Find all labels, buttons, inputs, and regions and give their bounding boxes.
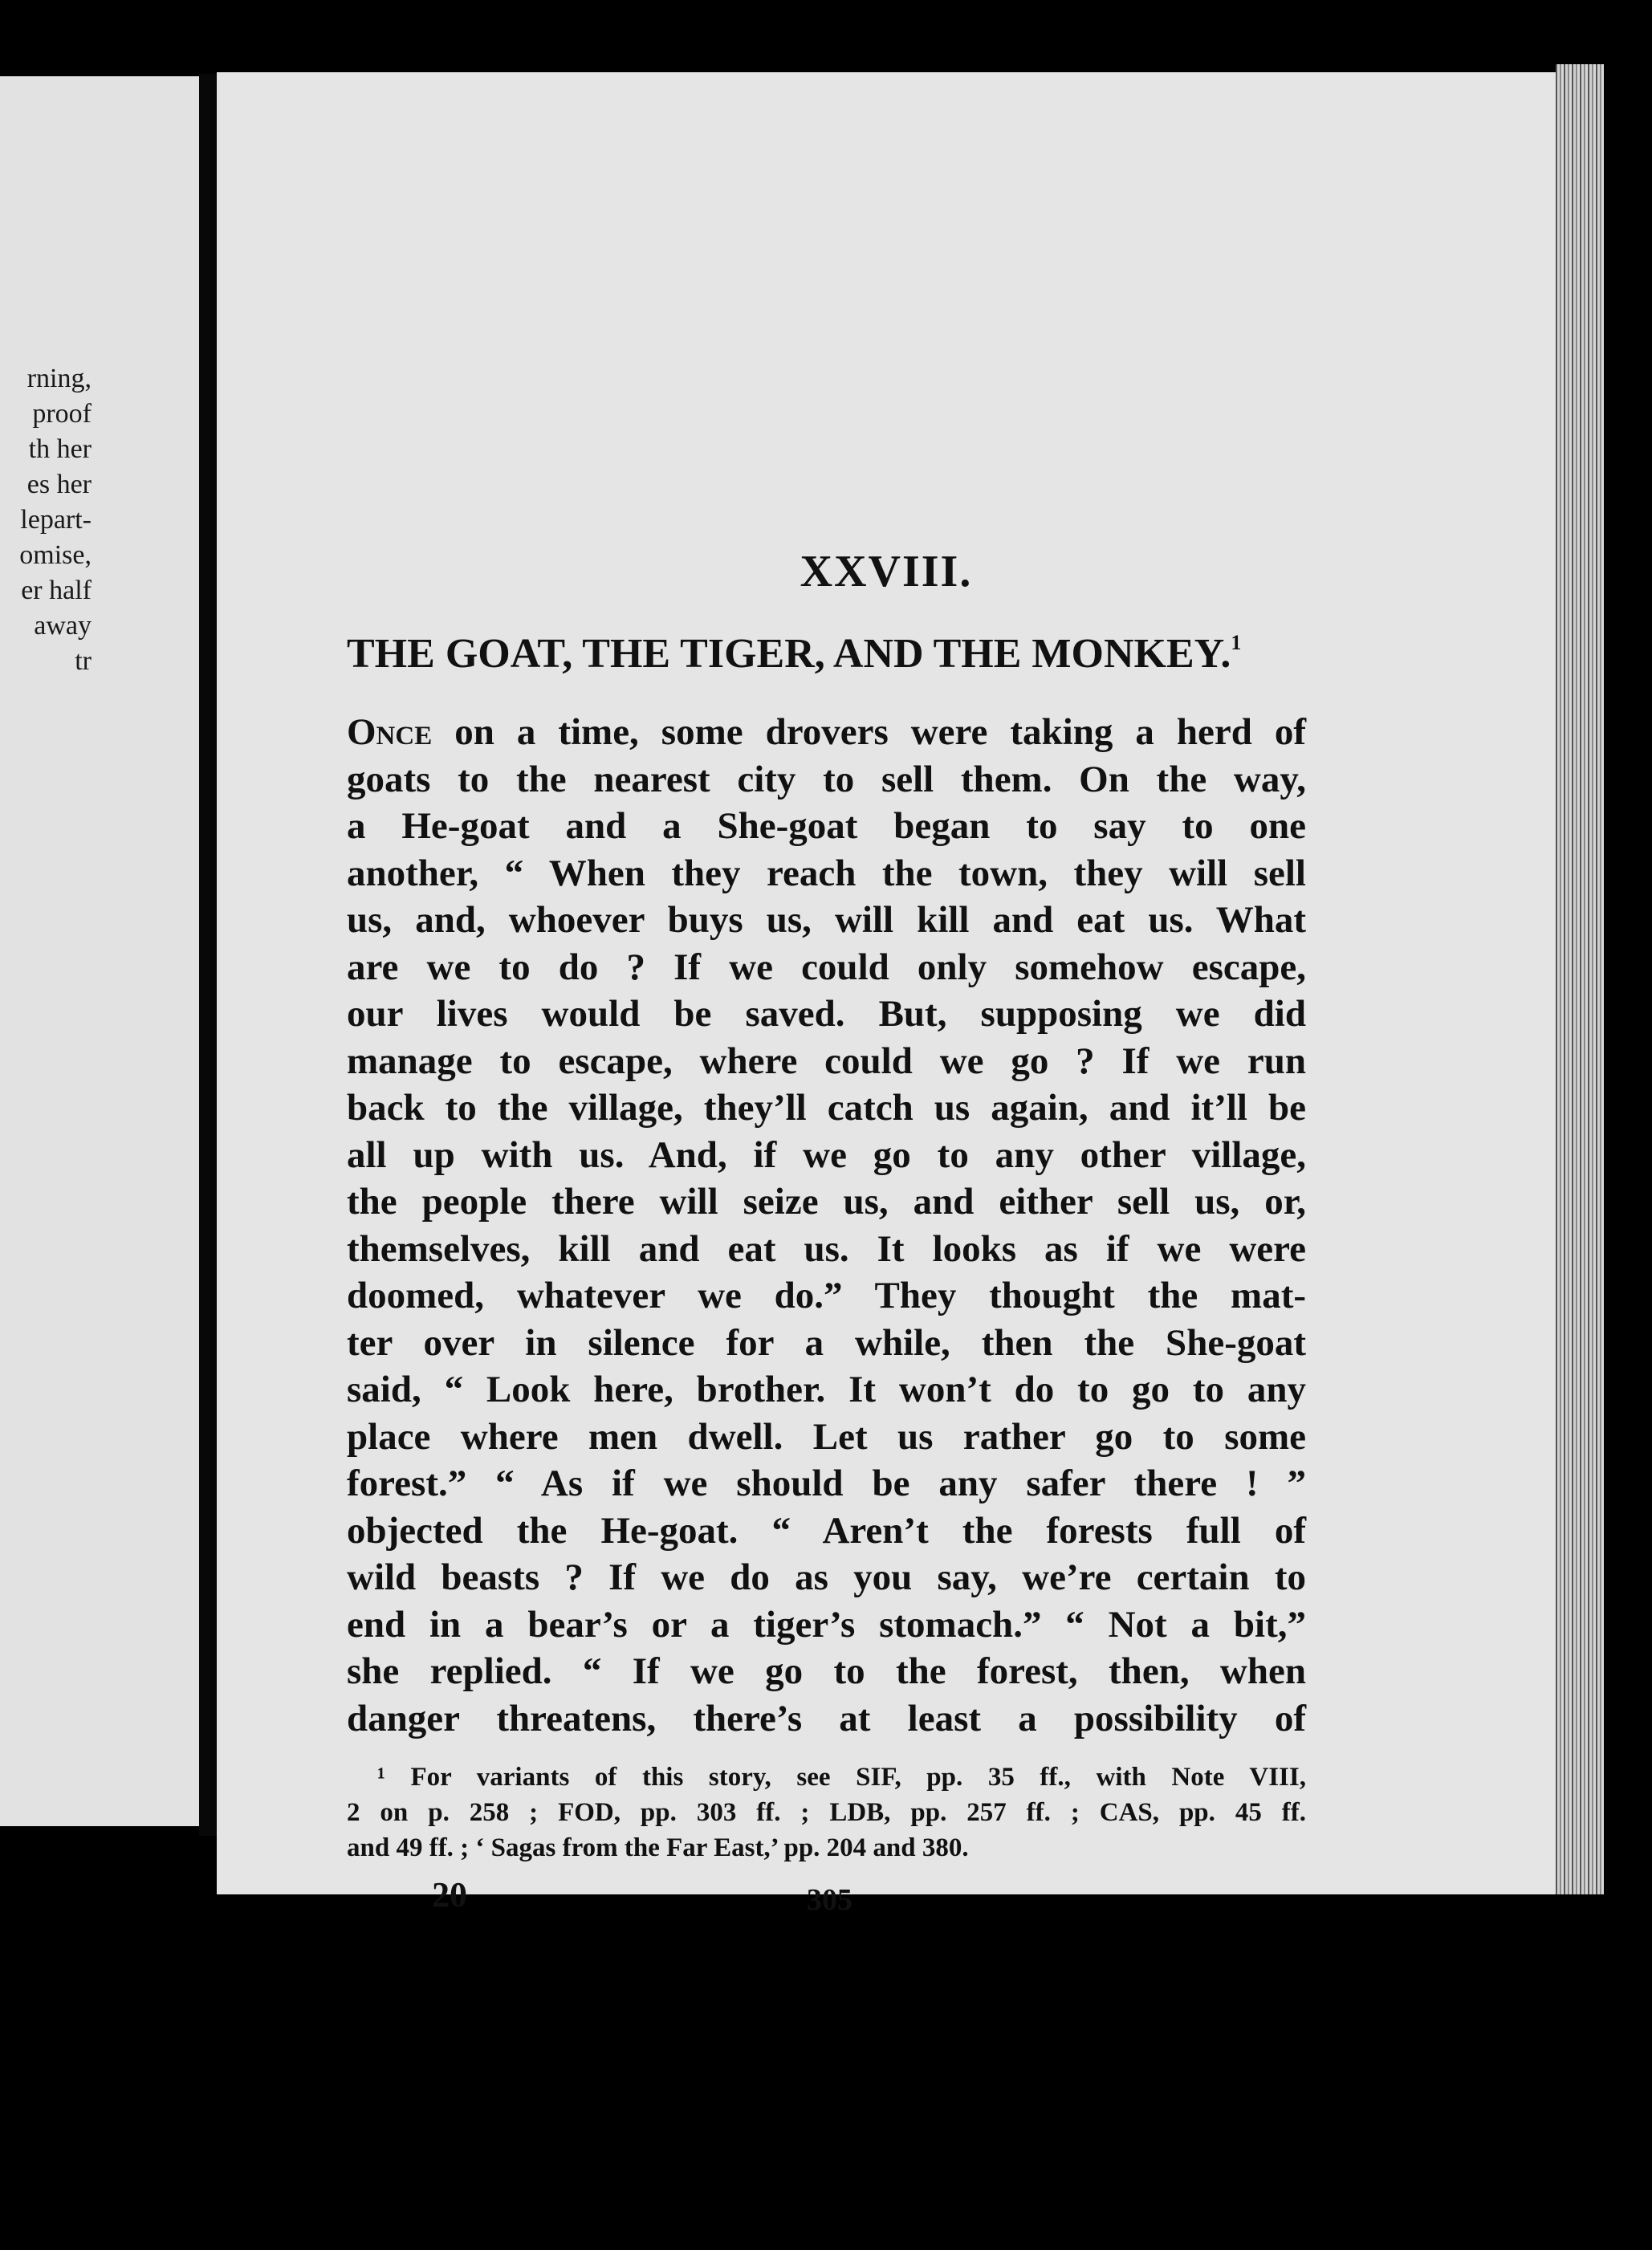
left-line: away — [34, 611, 92, 641]
page-number: 305 — [807, 1883, 852, 1917]
footnote-line: 2 on p. 258 ; FOD, pp. 303 ff. ; LDB, pp. 257 ff. ; CAS, pp. 45 ff. — [347, 1798, 1306, 1827]
body-line: wild beasts ? If we do as you say, we’re certain to — [347, 1556, 1306, 1598]
left-line: th her — [28, 434, 92, 464]
chapter-title — [347, 630, 1318, 677]
body-line — [347, 709, 1306, 756]
footnote — [347, 1760, 1306, 1866]
body-line-text: on a time, some drovers were taking a herd of — [432, 711, 1306, 753]
body-line: all up with us. And, if we go to any other village, — [347, 1133, 1306, 1176]
chapter-title-text: THE GOAT, THE TIGER, AND THE MONKEY. — [347, 631, 1231, 677]
body-line: a He-goat and a She-goat began to say to one — [347, 805, 1306, 847]
left-line: rning, — [26, 364, 92, 393]
drop-word: Once — [347, 711, 433, 753]
footnote-marker: 1 — [1231, 631, 1242, 654]
body-line: danger threatens, there’s at least a possibility of — [347, 1697, 1306, 1739]
body-line: another, “ When they reach the town, they will sell — [347, 852, 1306, 894]
footnote-line: and 49 ff. ; ‘ Sagas from the Far East,’ pp. 204 and 380. — [347, 1833, 969, 1862]
body-line: are we to do ? If we could only somehow escape, — [347, 946, 1306, 988]
chapter-number: XXVIII. — [800, 547, 973, 596]
body-text — [347, 709, 1306, 1742]
left-page-text — [0, 361, 92, 679]
left-line: omise, — [19, 540, 92, 570]
body-line: themselves, kill and eat us. It looks as if we were — [347, 1227, 1306, 1270]
body-line: said, “ Look here, brother. It won’t do to go to any — [347, 1369, 1306, 1410]
left-line: er half — [21, 576, 92, 605]
left-line: tr — [75, 646, 92, 676]
body-line: doomed, whatever we do.” They thought the mat- — [347, 1275, 1306, 1316]
footnote-line: ¹ For variants of this story, see SIF, pp. 35 ff., with Note VIII, — [377, 1763, 1306, 1792]
body-line: place where men dwell. Let us rather go to some — [347, 1415, 1306, 1458]
page-edge — [1556, 64, 1604, 1894]
body-line: the people there will seize us, and either sell us, or, — [347, 1181, 1306, 1223]
signature-mark: 20 — [432, 1875, 467, 1914]
left-line: es her — [26, 470, 92, 499]
book-gutter — [199, 74, 217, 1836]
body-line: ter over in silence for a while, then the She-goat — [347, 1321, 1306, 1364]
left-line: lepart- — [20, 505, 92, 535]
body-line: us, and, whoever buys us, will kill and eat us. What — [347, 899, 1306, 941]
body-line: forest.” “ As if we should be any safer there ! ” — [347, 1463, 1306, 1504]
body-line: back to the village, they’ll catch us again, and it’ll be — [347, 1087, 1306, 1129]
left-page — [0, 76, 199, 1826]
body-line: manage to escape, where could we go ? If we run — [347, 1040, 1306, 1082]
body-line: goats to the nearest city to sell them. On the way, — [347, 758, 1306, 800]
left-line: proof — [32, 399, 92, 429]
body-line: our lives would be saved. But, supposing we did — [347, 993, 1306, 1035]
body-line: objected the He-goat. “ Aren’t the forests full of — [347, 1509, 1306, 1552]
body-line: she replied. “ If we go to the forest, then, when — [347, 1650, 1306, 1692]
body-line: end in a bear’s or a tiger’s stomach.” “ Not a bit,” — [347, 1603, 1306, 1646]
